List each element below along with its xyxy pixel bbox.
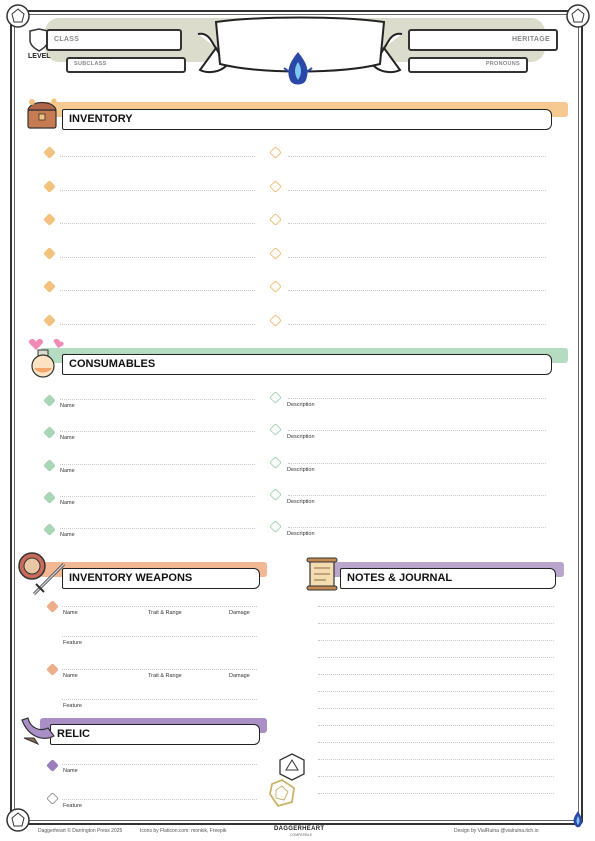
blue-flame-emblem-icon [278, 50, 318, 92]
weapon-damage-label: Damage [229, 673, 250, 679]
class-label: CLASS [54, 36, 80, 43]
notes-line[interactable] [318, 674, 554, 675]
weapon-feature-line[interactable] [62, 636, 257, 637]
weapon-trait-label: Trait & Range [148, 673, 182, 679]
consumable-name-line[interactable] [60, 528, 255, 529]
consumable-description-line[interactable] [288, 463, 546, 464]
potion-icon [22, 336, 66, 380]
notes-line[interactable] [318, 776, 554, 777]
consumable-name-label: Name [60, 467, 75, 474]
notes-line[interactable] [318, 725, 554, 726]
scroll-icon [304, 556, 340, 592]
relic-feature-label: Feature [63, 803, 82, 809]
consumable-description-label: Description [287, 498, 315, 505]
notes-line[interactable] [318, 606, 554, 607]
inventory-item-line[interactable] [288, 190, 546, 191]
consumable-name-line[interactable] [60, 464, 255, 465]
class-field[interactable] [46, 29, 182, 51]
consumable-description-line[interactable] [288, 398, 546, 399]
weapon-damage-label: Damage [229, 610, 250, 616]
d20-dice-icon [266, 752, 312, 808]
consumable-name-line[interactable] [60, 399, 255, 400]
notes-line[interactable] [318, 657, 554, 658]
notes-line[interactable] [318, 742, 554, 743]
inventory-item-line[interactable] [60, 290, 255, 291]
daggerheart-logo: DAGGERHEART [274, 826, 325, 832]
consumable-name-label: Name [60, 499, 75, 506]
consumable-name-line[interactable] [60, 496, 255, 497]
consumable-description-line[interactable] [288, 527, 546, 528]
heritage-field[interactable] [408, 29, 558, 51]
level-label: LEVEL [28, 53, 51, 60]
corner-die-icon [6, 4, 30, 28]
inventory-item-line[interactable] [60, 156, 255, 157]
corner-die-icon [6, 808, 30, 832]
weapon-name-label: Name [63, 673, 78, 679]
consumable-description-line[interactable] [288, 430, 546, 431]
notes-line[interactable] [318, 640, 554, 641]
relic-name-line[interactable] [62, 764, 257, 765]
weapon-name-label: Name [63, 610, 78, 616]
relic-name-label: Name [63, 768, 78, 774]
inventory-item-line[interactable] [288, 257, 546, 258]
treasure-chest-icon [24, 96, 64, 132]
inventory-item-line[interactable] [288, 223, 546, 224]
inventory-item-line[interactable] [60, 223, 255, 224]
inventory-item-line[interactable] [60, 257, 255, 258]
consumables-title: CONSUMABLES [62, 354, 552, 375]
weapon-trait-label: Trait & Range [148, 610, 182, 616]
notes-line[interactable] [318, 623, 554, 624]
footer-icons-credit: Icons by Flaticon.com: monkik, Freepik [140, 828, 227, 834]
notes-line[interactable] [318, 708, 554, 709]
inventory-item-line[interactable] [60, 324, 255, 325]
consumable-description-label: Description [287, 466, 315, 473]
relic-title: RELIC [50, 724, 260, 745]
weapon-feature-label: Feature [63, 640, 82, 646]
consumable-name-line[interactable] [60, 431, 255, 432]
subclass-field[interactable] [66, 57, 186, 73]
notes-title: NOTES & JOURNAL [340, 568, 556, 589]
consumable-description-line[interactable] [288, 495, 546, 496]
inventory-item-line[interactable] [288, 156, 546, 157]
pronouns-label: PRONOUNS [485, 61, 520, 67]
weapon-name-line[interactable] [62, 669, 257, 670]
corner-emblem-icon [566, 808, 590, 832]
consumable-name-label: Name [60, 532, 75, 539]
notes-line[interactable] [318, 691, 554, 692]
footer-design-credit: Design by VialRuina @vialruina.itch.io [454, 828, 539, 834]
notes-line[interactable] [318, 793, 554, 794]
inventory-title: INVENTORY [62, 109, 552, 130]
notes-line[interactable] [318, 759, 554, 760]
pronouns-field[interactable] [408, 57, 528, 73]
consumable-name-label: Name [60, 403, 75, 409]
weapons-title: INVENTORY WEAPONS [62, 568, 260, 589]
horn-icon [18, 716, 58, 746]
relic-feature-line[interactable] [62, 799, 257, 800]
weapon-feature-label: Feature [63, 703, 82, 709]
footer-copyright: Daggerheart © Darrington Press 2025 [38, 828, 123, 834]
consumable-description-label: Description [287, 531, 315, 538]
shield-sword-icon [16, 550, 70, 600]
corner-die-icon [566, 4, 590, 28]
weapon-name-line[interactable] [62, 606, 257, 607]
daggerheart-logo-sub: COMPATIBLE [290, 833, 313, 837]
heritage-label: HERITAGE [511, 36, 550, 43]
consumable-description-label: Description [287, 434, 315, 441]
inventory-item-line[interactable] [288, 324, 546, 325]
consumable-name-label: Name [60, 435, 75, 442]
inventory-item-line[interactable] [288, 290, 546, 291]
inventory-item-line[interactable] [60, 190, 255, 191]
consumable-description-label: Description [287, 402, 315, 408]
subclass-label: SUBCLASS [74, 61, 107, 67]
weapon-feature-line[interactable] [62, 699, 257, 700]
